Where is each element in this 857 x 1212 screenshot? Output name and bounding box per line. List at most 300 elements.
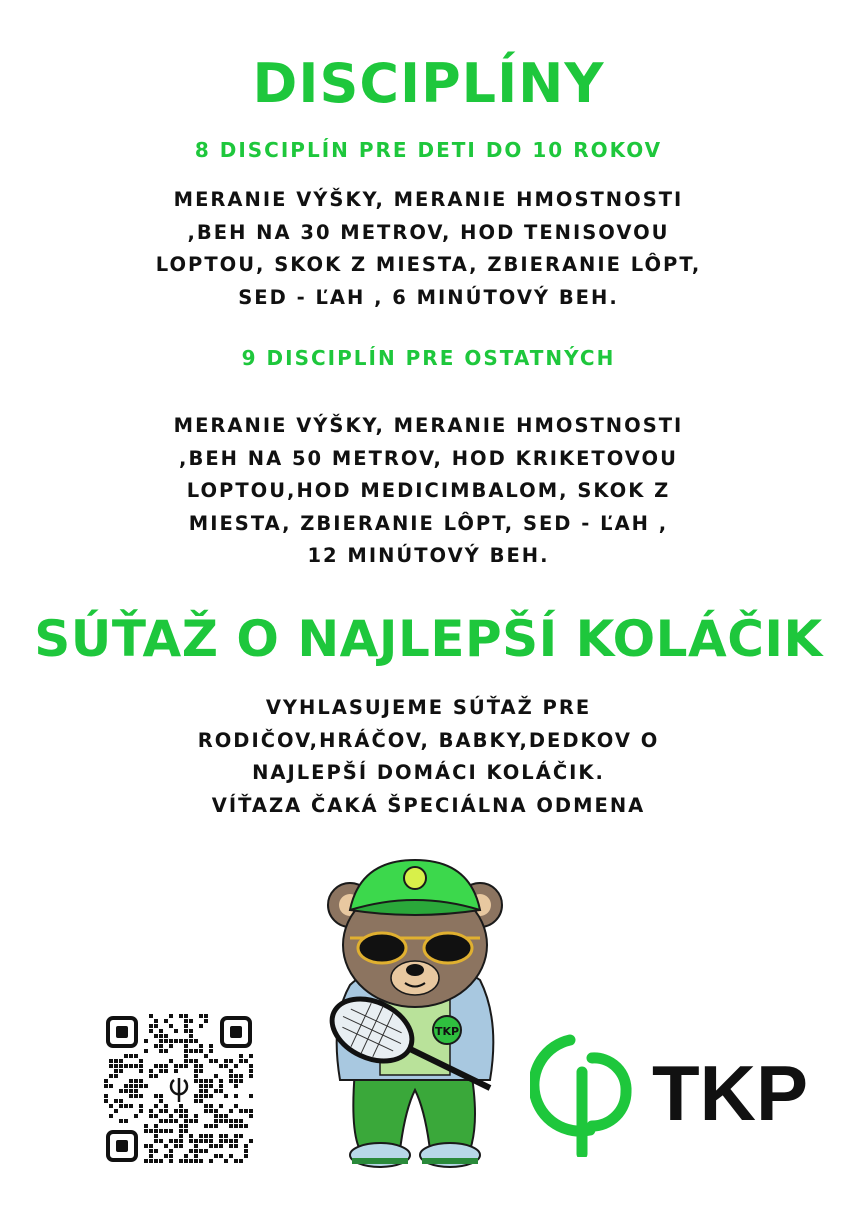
qr-module xyxy=(199,1089,203,1093)
qr-module xyxy=(139,1109,143,1113)
qr-module xyxy=(129,1104,133,1108)
qr-module xyxy=(219,1154,223,1158)
qr-module xyxy=(134,1064,138,1068)
qr-module xyxy=(204,1014,208,1018)
logo-text: TKP xyxy=(652,1049,808,1137)
qr-module xyxy=(174,1039,178,1043)
qr-module xyxy=(184,1059,188,1063)
qr-module xyxy=(234,1074,238,1078)
qr-module xyxy=(194,1139,198,1143)
qr-module xyxy=(159,1109,163,1113)
qr-module xyxy=(249,1114,253,1118)
contest-title: SÚŤAŽ O NAJLEPŠÍ KOLÁČIK xyxy=(34,610,823,668)
qr-module xyxy=(159,1159,163,1163)
qr-module xyxy=(154,1094,158,1098)
qr-module xyxy=(139,1079,143,1083)
qr-module xyxy=(239,1054,243,1058)
qr-module xyxy=(114,1099,118,1103)
qr-module xyxy=(249,1139,253,1143)
qr-module xyxy=(204,1054,208,1058)
qr-module xyxy=(119,1104,123,1108)
qr-module xyxy=(199,1134,203,1138)
qr-module xyxy=(209,1049,213,1053)
qr-module xyxy=(169,1119,173,1123)
qr-module xyxy=(224,1139,228,1143)
qr-module xyxy=(234,1119,238,1123)
qr-module xyxy=(154,1139,158,1143)
qr-module xyxy=(204,1019,208,1023)
qr-module xyxy=(214,1119,218,1123)
qr-module xyxy=(239,1074,243,1078)
qr-module xyxy=(139,1104,143,1108)
qr-module xyxy=(229,1124,233,1128)
qr-module xyxy=(179,1159,183,1163)
qr-module xyxy=(189,1019,193,1023)
qr-module xyxy=(109,1114,113,1118)
qr-module xyxy=(139,1069,143,1073)
qr-module xyxy=(119,1069,123,1073)
disciplines-title: DISCIPLÍNY xyxy=(252,52,605,115)
qr-module xyxy=(184,1014,188,1018)
contest-line: NAJLEPŠÍ DOMÁCI KOLÁČIK. xyxy=(252,761,605,784)
qr-module xyxy=(174,1139,178,1143)
qr-module xyxy=(169,1039,173,1043)
others-line: ,BEH NA 50 METROV, HOD KRIKETOVOU xyxy=(179,446,678,470)
qr-module xyxy=(169,1154,173,1158)
qr-module xyxy=(169,1139,173,1143)
qr-module xyxy=(119,1099,123,1103)
qr-module xyxy=(204,1124,208,1128)
qr-module xyxy=(144,1049,148,1053)
qr-module xyxy=(179,1039,183,1043)
qr-module xyxy=(154,1019,158,1023)
qr-module xyxy=(209,1079,213,1083)
qr-module xyxy=(139,1094,143,1098)
qr-module xyxy=(214,1074,218,1078)
qr-module xyxy=(174,1144,178,1148)
qr-module xyxy=(124,1119,128,1123)
qr-module xyxy=(134,1079,138,1083)
qr-module xyxy=(204,1109,208,1113)
qr-module xyxy=(179,1134,183,1138)
qr-module xyxy=(109,1064,113,1068)
qr-module xyxy=(224,1064,228,1068)
qr-module xyxy=(164,1144,168,1148)
qr-module xyxy=(239,1159,243,1163)
qr-module xyxy=(144,1084,148,1088)
qr-module xyxy=(179,1124,183,1128)
qr-module xyxy=(144,1159,148,1163)
qr-module xyxy=(234,1104,238,1108)
qr-module xyxy=(239,1059,243,1063)
qr-module xyxy=(199,1044,203,1048)
qr-module xyxy=(189,1034,193,1038)
qr-module xyxy=(224,1119,228,1123)
qr-module xyxy=(214,1109,218,1113)
qr-module xyxy=(184,1154,188,1158)
qr-module xyxy=(149,1014,153,1018)
qr-module xyxy=(134,1114,138,1118)
qr-module xyxy=(104,1094,108,1098)
qr-module xyxy=(164,1039,168,1043)
qr-module xyxy=(224,1094,228,1098)
qr-module xyxy=(119,1119,123,1123)
qr-module xyxy=(164,1154,168,1158)
qr-module xyxy=(194,1094,198,1098)
qr-module xyxy=(149,1154,153,1158)
tennis-bear-mascot-icon xyxy=(300,850,530,1180)
qr-module xyxy=(244,1149,248,1153)
qr-module xyxy=(249,1069,253,1073)
qr-module xyxy=(169,1149,173,1153)
qr-module xyxy=(174,1064,178,1068)
qr-module xyxy=(194,1149,198,1153)
qr-module xyxy=(144,1124,148,1128)
qr-module xyxy=(234,1079,238,1083)
qr-module xyxy=(124,1064,128,1068)
qr-module xyxy=(199,1014,203,1018)
qr-module xyxy=(179,1129,183,1133)
qr-module xyxy=(209,1139,213,1143)
qr-module xyxy=(229,1109,233,1113)
qr-module xyxy=(149,1114,153,1118)
qr-module xyxy=(124,1084,128,1088)
kids-line: MERANIE VÝŠKY, MERANIE HMOSTNOSTI xyxy=(173,188,684,211)
qr-module xyxy=(149,1074,153,1078)
qr-module xyxy=(199,1099,203,1103)
qr-module xyxy=(159,1049,163,1053)
contest-line: RODIČOV,HRÁČOV, BABKY,DEDKOV O xyxy=(197,728,660,752)
qr-module xyxy=(169,1129,173,1133)
qr-module xyxy=(184,1029,188,1033)
qr-module xyxy=(194,1074,198,1078)
qr-module xyxy=(154,1024,158,1028)
qr-module xyxy=(129,1084,133,1088)
qr-module xyxy=(159,1044,163,1048)
qr-module xyxy=(224,1134,228,1138)
qr-module xyxy=(194,1114,198,1118)
contest-line: VYHLASUJEME SÚŤAŽ PRE xyxy=(265,696,592,719)
qr-module xyxy=(219,1144,223,1148)
qr-code-icon[interactable] xyxy=(104,1014,254,1164)
qr-module xyxy=(229,1139,233,1143)
qr-module xyxy=(174,1069,178,1073)
qr-module xyxy=(234,1124,238,1128)
qr-module xyxy=(209,1159,213,1163)
qr-module xyxy=(184,1019,188,1023)
qr-module xyxy=(129,1079,133,1083)
qr-module xyxy=(164,1034,168,1038)
qr-module xyxy=(159,1064,163,1068)
qr-module xyxy=(179,1109,183,1113)
qr-module xyxy=(244,1109,248,1113)
qr-module xyxy=(154,1034,158,1038)
qr-module xyxy=(114,1109,118,1113)
qr-module xyxy=(149,1144,153,1148)
qr-module xyxy=(209,1084,213,1088)
qr-module xyxy=(194,1154,198,1158)
qr-module xyxy=(189,1059,193,1063)
qr-module xyxy=(204,1149,208,1153)
qr-module xyxy=(119,1089,123,1093)
qr-module xyxy=(189,1149,193,1153)
qr-module xyxy=(234,1139,238,1143)
qr-module xyxy=(199,1139,203,1143)
qr-module xyxy=(244,1154,248,1158)
qr-module xyxy=(189,1119,193,1123)
others-line: 12 MINÚTOVÝ BEH. xyxy=(307,544,550,567)
qr-module xyxy=(164,1119,168,1123)
qr-module xyxy=(109,1059,113,1063)
qr-module xyxy=(194,1064,198,1068)
contest-line: VÍŤAZA ČAKÁ ŠPECIÁLNA ODMENA xyxy=(211,793,646,817)
qr-module xyxy=(204,1104,208,1108)
qr-module xyxy=(179,1114,183,1118)
qr-module xyxy=(229,1079,233,1083)
qr-module xyxy=(179,1064,183,1068)
qr-module xyxy=(189,1049,193,1053)
qr-module xyxy=(154,1114,158,1118)
qr-module xyxy=(139,1084,143,1088)
kids-disciplines-heading: 8 DISCIPLÍN PRE DETI DO 10 ROKOV xyxy=(194,138,663,162)
qr-module xyxy=(164,1104,168,1108)
qr-module xyxy=(124,1054,128,1058)
qr-module xyxy=(149,1069,153,1073)
qr-module xyxy=(104,1099,108,1103)
qr-module xyxy=(224,1059,228,1063)
qr-module xyxy=(249,1054,253,1058)
qr-module xyxy=(129,1064,133,1068)
kids-disciplines-list xyxy=(0,184,857,314)
qr-module xyxy=(164,1064,168,1068)
qr-module xyxy=(209,1109,213,1113)
qr-module xyxy=(159,1119,163,1123)
qr-module xyxy=(184,1064,188,1068)
qr-module xyxy=(234,1094,238,1098)
qr-module xyxy=(209,1104,213,1108)
qr-module xyxy=(174,1029,178,1033)
qr-module xyxy=(169,1014,173,1018)
qr-module xyxy=(169,1024,173,1028)
qr-module xyxy=(194,1059,198,1063)
qr-module xyxy=(179,1144,183,1148)
qr-module xyxy=(204,1139,208,1143)
qr-module xyxy=(199,1084,203,1088)
tkp-logo-icon xyxy=(530,1022,830,1157)
qr-module xyxy=(159,1129,163,1133)
kids-line: ,BEH NA 30 METROV, HOD TENISOVOU xyxy=(187,220,670,244)
qr-module xyxy=(194,1159,198,1163)
qr-module xyxy=(229,1069,233,1073)
qr-module xyxy=(249,1064,253,1068)
qr-module xyxy=(164,1069,168,1073)
qr-module xyxy=(219,1064,223,1068)
qr-module xyxy=(109,1074,113,1078)
qr-module xyxy=(204,1079,208,1083)
qr-module xyxy=(129,1089,133,1093)
qr-module xyxy=(169,1059,173,1063)
qr-module xyxy=(154,1104,158,1108)
qr-module xyxy=(194,1144,198,1148)
qr-module xyxy=(169,1159,173,1163)
qr-module xyxy=(159,1034,163,1038)
qr-module xyxy=(194,1099,198,1103)
qr-module xyxy=(154,1044,158,1048)
qr-module xyxy=(239,1119,243,1123)
qr-module xyxy=(239,1124,243,1128)
qr-module xyxy=(214,1114,218,1118)
qr-module xyxy=(209,1044,213,1048)
qr-module xyxy=(219,1134,223,1138)
qr-module xyxy=(159,1069,163,1073)
qr-module xyxy=(194,1069,198,1073)
qr-module xyxy=(209,1094,213,1098)
qr-module xyxy=(119,1064,123,1068)
qr-module xyxy=(154,1159,158,1163)
qr-module xyxy=(139,1059,143,1063)
mascot-badge-text: TKP xyxy=(434,1025,460,1038)
qr-module xyxy=(249,1074,253,1078)
qr-module xyxy=(214,1124,218,1128)
qr-module xyxy=(199,1079,203,1083)
qr-module xyxy=(109,1104,113,1108)
qr-module xyxy=(174,1119,178,1123)
qr-module xyxy=(169,1044,173,1048)
qr-module xyxy=(214,1059,218,1063)
kids-line: SED - ĽAH , 6 MINÚTOVÝ BEH. xyxy=(238,285,619,309)
qr-module xyxy=(114,1064,118,1068)
qr-module xyxy=(104,1084,108,1088)
qr-module xyxy=(154,1129,158,1133)
qr-module xyxy=(219,1079,223,1083)
qr-module xyxy=(104,1079,108,1083)
qr-module xyxy=(164,1129,168,1133)
qr-module xyxy=(134,1054,138,1058)
others-line: MIESTA, ZBIERANIE LÔPT, SED - ĽAH , xyxy=(188,511,669,535)
qr-module xyxy=(139,1064,143,1068)
qr-module xyxy=(159,1099,163,1103)
qr-module xyxy=(184,1054,188,1058)
qr-module xyxy=(184,1119,188,1123)
qr-module xyxy=(114,1074,118,1078)
qr-module xyxy=(199,1024,203,1028)
qr-module xyxy=(219,1104,223,1108)
qr-module xyxy=(129,1094,133,1098)
qr-module xyxy=(219,1089,223,1093)
qr-module xyxy=(249,1109,253,1113)
qr-module xyxy=(184,1109,188,1113)
qr-module xyxy=(114,1059,118,1063)
qr-module xyxy=(219,1139,223,1143)
qr-module xyxy=(149,1029,153,1033)
qr-module xyxy=(234,1064,238,1068)
qr-module xyxy=(184,1049,188,1053)
qr-module xyxy=(234,1159,238,1163)
qr-module xyxy=(209,1134,213,1138)
qr-module xyxy=(149,1159,153,1163)
qr-module xyxy=(209,1124,213,1128)
others-disciplines-list xyxy=(0,410,857,573)
qr-module xyxy=(199,1049,203,1053)
qr-module xyxy=(199,1064,203,1068)
qr-module xyxy=(184,1159,188,1163)
qr-module xyxy=(184,1039,188,1043)
others-line: MERANIE VÝŠKY, MERANIE HMOSTNOSTI xyxy=(173,414,684,437)
qr-module xyxy=(189,1039,193,1043)
qr-module xyxy=(239,1079,243,1083)
qr-module xyxy=(229,1074,233,1078)
qr-module xyxy=(169,1114,173,1118)
qr-module xyxy=(194,1079,198,1083)
qr-module xyxy=(149,1129,153,1133)
qr-module xyxy=(159,1094,163,1098)
qr-module xyxy=(234,1084,238,1088)
qr-module xyxy=(184,1129,188,1133)
qr-module xyxy=(209,1144,213,1148)
qr-module xyxy=(119,1059,123,1063)
qr-module xyxy=(194,1119,198,1123)
qr-module xyxy=(144,1039,148,1043)
qr-module xyxy=(149,1024,153,1028)
qr-module xyxy=(144,1129,148,1133)
qr-module xyxy=(144,1144,148,1148)
qr-module xyxy=(204,1089,208,1093)
qr-module xyxy=(184,1114,188,1118)
qr-module xyxy=(224,1114,228,1118)
qr-module xyxy=(229,1059,233,1063)
qr-module xyxy=(179,1104,183,1108)
qr-module xyxy=(194,1039,198,1043)
qr-module xyxy=(189,1159,193,1163)
qr-module xyxy=(179,1139,183,1143)
qr-module xyxy=(229,1154,233,1158)
qr-module xyxy=(244,1144,248,1148)
qr-module xyxy=(159,1029,163,1033)
kids-line: LOPTOU, SKOK Z MIESTA, ZBIERANIE LÔPT, xyxy=(155,253,702,276)
qr-module xyxy=(189,1139,193,1143)
qr-module xyxy=(154,1149,158,1153)
contest-description xyxy=(0,692,857,822)
qr-module xyxy=(149,1109,153,1113)
qr-module xyxy=(239,1134,243,1138)
qr-module xyxy=(189,1029,193,1033)
qr-module xyxy=(154,1134,158,1138)
qr-module xyxy=(184,1124,188,1128)
qr-module xyxy=(134,1094,138,1098)
qr-module xyxy=(184,1044,188,1048)
qr-module xyxy=(124,1089,128,1093)
qr-module xyxy=(214,1089,218,1093)
qr-module xyxy=(204,1094,208,1098)
qr-module xyxy=(214,1154,218,1158)
qr-module xyxy=(129,1054,133,1058)
qr-module xyxy=(134,1084,138,1088)
qr-module xyxy=(219,1084,223,1088)
qr-module xyxy=(224,1159,228,1163)
qr-module xyxy=(154,1064,158,1068)
qr-module xyxy=(194,1049,198,1053)
qr-module xyxy=(179,1014,183,1018)
others-line: LOPTOU,HOD MEDICIMBALOM, SKOK Z xyxy=(186,479,671,502)
qr-module xyxy=(184,1024,188,1028)
qr-module xyxy=(249,1094,253,1098)
qr-module xyxy=(109,1084,113,1088)
qr-module xyxy=(154,1074,158,1078)
qr-module xyxy=(159,1039,163,1043)
qr-module xyxy=(199,1159,203,1163)
qr-module xyxy=(229,1119,233,1123)
qr-module xyxy=(199,1149,203,1153)
